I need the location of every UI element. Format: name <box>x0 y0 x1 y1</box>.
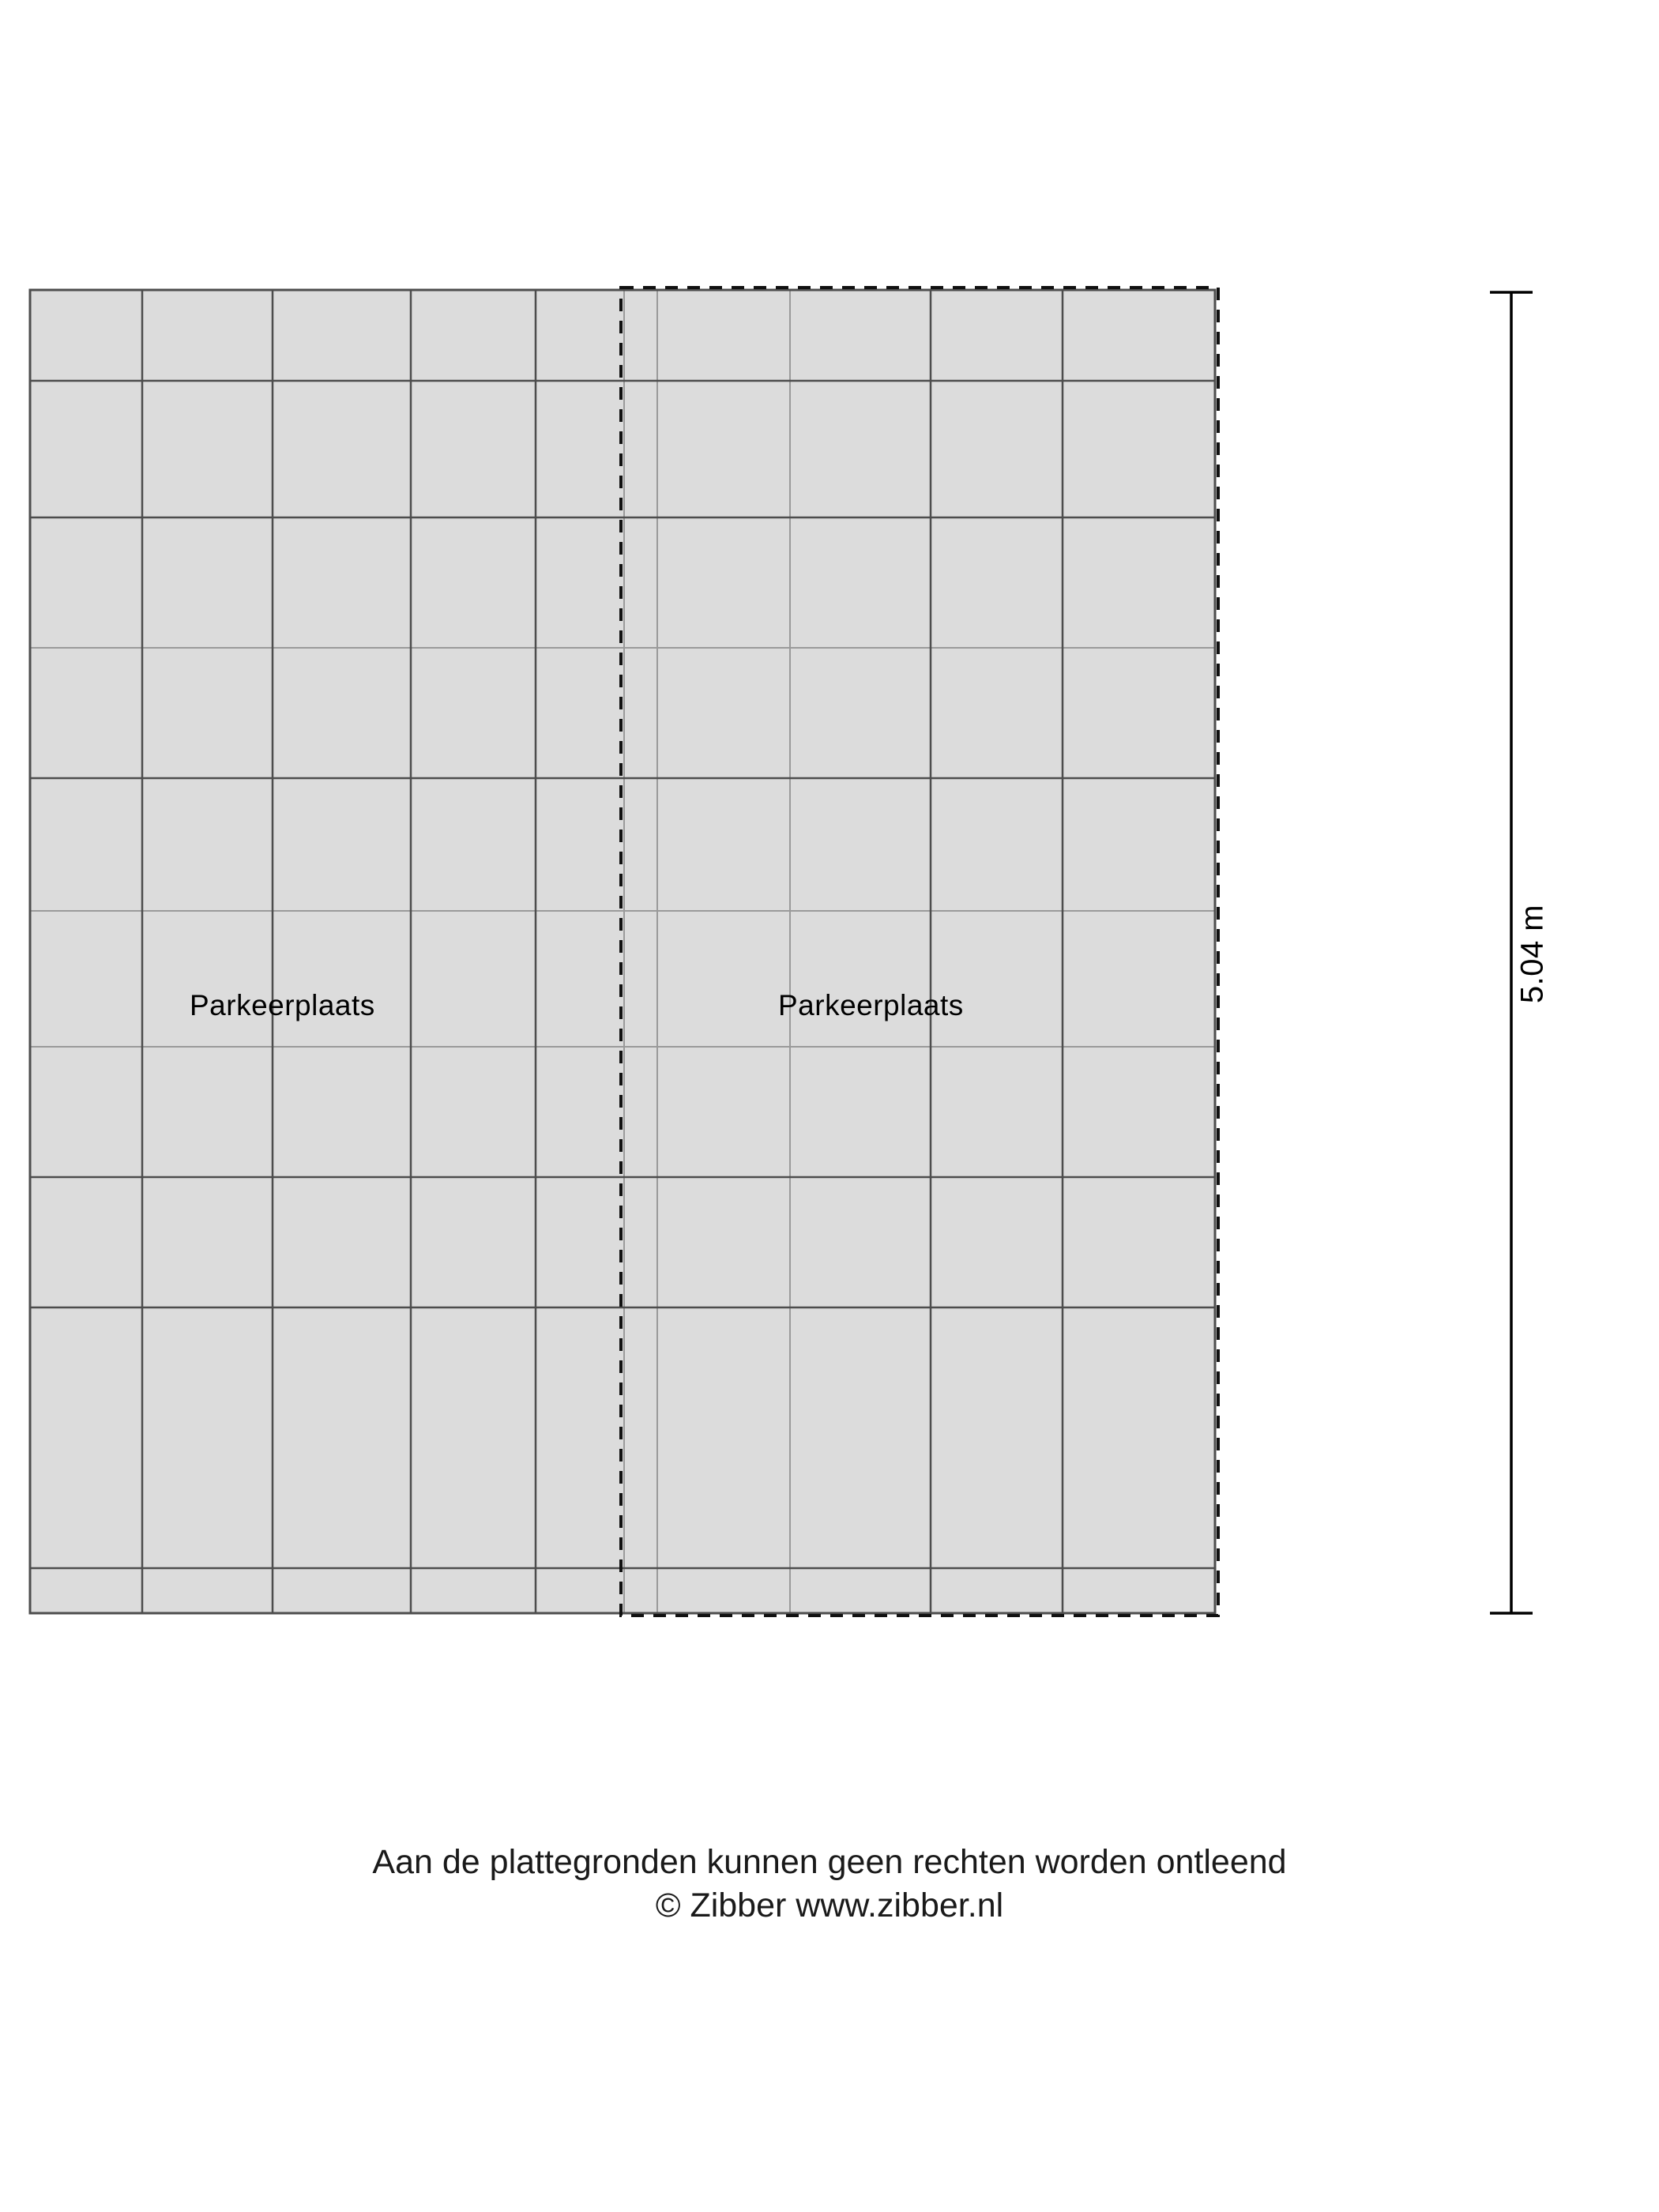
footer-line-1: Aan de plattegronden kunnen geen rechten worden ontleend <box>372 1843 1287 1881</box>
room-label-parkeerplaats-right: Parkeerplaats <box>778 989 964 1021</box>
footer-line-2: © Zibber www.zibber.nl <box>655 1887 1004 1925</box>
room-label-parkeerplaats-left: Parkeerplaats <box>190 989 375 1021</box>
footer-disclaimer <box>0 1841 1659 1928</box>
dimension-label-height: 5.04 m <box>1514 904 1550 1004</box>
